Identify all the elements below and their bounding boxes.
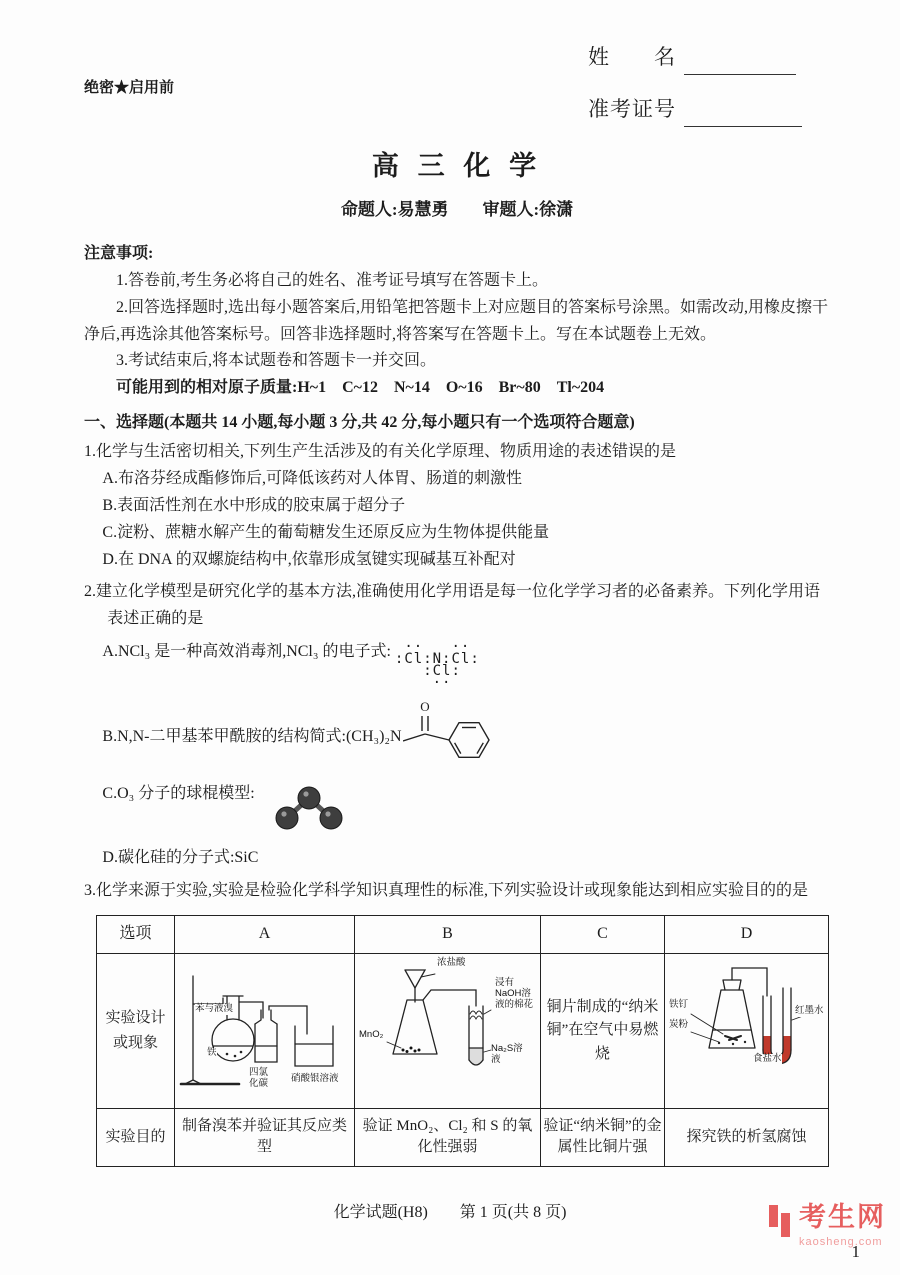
carbonyl-oxygen-label: O (419, 699, 430, 715)
apparatus-cell-d (665, 953, 829, 1108)
q2-option-c-text: C.O₃ 分子的球棍模型: (102, 785, 255, 803)
kaosheng-brand: 考生网 (799, 1202, 886, 1232)
paper-title: 高 三 化 学 (371, 151, 543, 181)
label-naoh-cotton: 浸有NaOH溶液的棉花 (495, 976, 534, 1010)
question-3-stem: 3.化学来源于实验,实验是检验化学科学知识真理性的标准,下列实验设计或现象能达到相应实验目的的是 (84, 882, 809, 900)
authors-line: 命题人:易慧勇 审题人:徐潇 (340, 200, 574, 220)
scan-page-number: 1 (851, 1242, 860, 1261)
notice-item-3: 3.考试结束后,将本试题卷和答题卡一并交回。 (116, 352, 437, 370)
purpose-cell-d: 探究铁的析氢腐蚀 (665, 1108, 829, 1166)
col-header-option: 选项 (97, 915, 175, 953)
col-header-d: D (665, 915, 829, 953)
col-header-b: B (355, 915, 541, 953)
kaosheng-domain: kaosheng.com (799, 1235, 883, 1248)
purpose-row (97, 1108, 829, 1166)
q2-option-a (102, 639, 830, 692)
ncl3-electron-formula: ·· ·· :Cl:N:Cl: :Cl: ·· (394, 639, 480, 692)
experiment-table (96, 915, 829, 1167)
label-salt-water: 食盐水 (753, 1052, 782, 1064)
classification-label: 绝密★启用前 (84, 80, 175, 96)
name-blank-line (684, 55, 796, 75)
label-carbon-tetrachloride: 四氯化碳 (249, 1068, 273, 1090)
label-red-ink: 红墨水 (795, 1006, 827, 1017)
section-heading: 一、选择题(本题共 14 小题,每小题 3 分,共 42 分,每小题只有一个选项符合题意) (84, 414, 635, 432)
label-iron: 铁 (207, 1046, 217, 1058)
name-field-row (588, 40, 796, 75)
question-1-stem: 1.化学与生活密切相关,下列生产生活涉及的有关化学原理、物质用途的表述错误的是 (84, 443, 677, 461)
page-footer: 化学试题(H8) 第 1 页(共 8 页) (333, 1204, 567, 1221)
design-cell-c: 铜片制成的“纳米铜”在空气中易燃烧 (541, 953, 665, 1108)
label-mno2: MnO₂ (359, 1028, 384, 1040)
q2-option-d: D.碳化硅的分子式:SiC (102, 849, 259, 867)
q1-option-d: D.在 DNA 的双螺旋结构中,依靠形成氢键实现碱基互补配对 (102, 550, 516, 568)
table-header-row (97, 915, 829, 953)
purpose-cell-b: 验证 MnO₂、Cl₂ 和 S 的氧化性强弱 (355, 1108, 541, 1166)
q2-option-b (102, 699, 830, 771)
design-row-label: 实验设计或现象 (97, 953, 175, 1108)
label-silver-nitrate: 硝酸银溶液 (291, 1074, 345, 1085)
admission-label: 准考证号 (588, 97, 676, 121)
benzamide-structure-drawing (403, 695, 529, 771)
kaosheng-text-block (799, 1203, 886, 1251)
q2-option-a-text: A.NCl₃ 是一种高效消毒剂,NCl₃ 的电子式: (102, 643, 391, 661)
q1-option-a: A.布洛芬经成酯修饰后,可降低该药对人体胃、肠道的刺激性 (102, 469, 522, 487)
label-benzene-bromine: 苯与液溴 (195, 1004, 237, 1015)
kaosheng-logo-icon (768, 1203, 794, 1243)
col-header-c: C (541, 915, 665, 953)
q2-option-c (102, 781, 830, 837)
atomic-masses-line: 可能用到的相对原子质量:H~1 C~12 N~14 O~16 Br~80 Tl~204 (116, 379, 605, 397)
admission-blank-line (684, 107, 802, 127)
name-label: 姓 名 (588, 45, 676, 69)
purpose-cell-a: 制备溴苯并验证其反应类型 (175, 1108, 355, 1166)
col-header-a: A (175, 915, 355, 953)
iron-corrosion-apparatus-icon (667, 962, 827, 1090)
apparatus-cell-a (175, 953, 355, 1108)
ozone-ball-stick-model (263, 779, 355, 837)
label-concentrated-hcl: 浓盐酸 (437, 956, 466, 968)
q1-option-b: B.表面活性剂在水中形成的胶束属于超分子 (102, 496, 406, 514)
kaosheng-watermark (768, 1203, 886, 1251)
design-row (97, 953, 829, 1108)
apparatus-a-drawing (177, 956, 352, 1106)
notice-item-1: 1.答卷前,考生务必将自己的姓名、准考证号填写在答题卡上。 (116, 271, 549, 289)
q1-option-c: C.淀粉、蔗糖水解产生的葡萄糖发生还原反应为生物体提供能量 (102, 523, 550, 541)
question-2-stem: 2.建立化学模型是研究化学的基本方法,准确使用化学用语是每一位化学学习者的必备素养。下列化学用语表述正确的是 (84, 583, 821, 628)
purpose-cell-c: 验证“纳米铜”的金属性比铜片强 (541, 1108, 665, 1166)
apparatus-cell-b (355, 953, 541, 1108)
notice-heading: 注意事项: (84, 244, 154, 262)
label-carbon-powder: 炭粉 (669, 1018, 689, 1030)
apparatus-d-drawing (667, 956, 826, 1106)
apparatus-b-drawing (357, 956, 538, 1106)
purpose-row-label: 实验目的 (97, 1108, 175, 1166)
notice-item-2: 2.回答选择题时,选出每小题答案后,用铅笔把答题卡上对应题目的答案标号涂黑。如需改动,用橡皮擦干净后,再选涂其他答案标号。回答非选择题时,将答案写在答题卡上。写在本试题卷上无效。 (84, 298, 829, 343)
admission-field-row (588, 92, 802, 127)
label-na2s-solution: Na₂S溶液 (491, 1044, 531, 1066)
q2-option-b-text: B.N,N-二甲基苯甲酰胺的结构简式:(CH₃)₂N (102, 727, 402, 745)
label-iron-nail: 铁钉 (669, 998, 689, 1010)
